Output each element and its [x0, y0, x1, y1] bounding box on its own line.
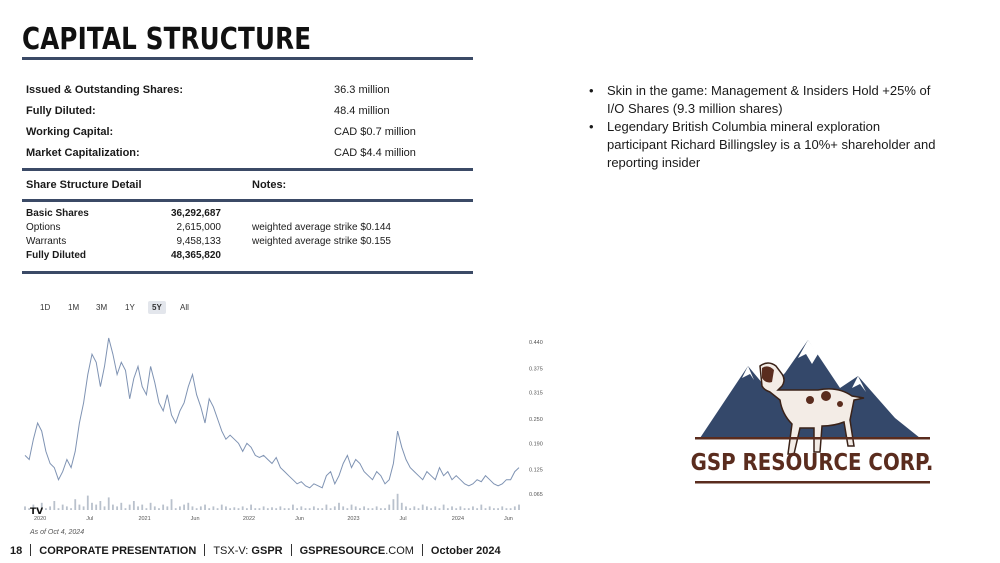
- volume-bar: [242, 506, 244, 510]
- bullet-item: [586, 82, 936, 118]
- page-number: 18: [10, 545, 23, 557]
- volume-bar: [158, 508, 160, 510]
- footer-date: October 2024: [430, 545, 501, 557]
- volume-bar: [24, 506, 26, 510]
- volume-bar: [451, 506, 453, 510]
- y-tick-label: 0.065: [529, 491, 543, 498]
- volume-bar: [405, 506, 407, 510]
- x-tick-label: 2020: [34, 516, 47, 522]
- volume-bar: [284, 508, 286, 510]
- volume-bar: [472, 506, 474, 510]
- volume-bar: [146, 508, 148, 510]
- volume-bar: [497, 508, 499, 510]
- volume-bar: [120, 503, 122, 510]
- volume-bar: [137, 506, 139, 510]
- volume-bar: [309, 508, 311, 510]
- volume-bar: [372, 508, 374, 510]
- section-rule: [22, 271, 473, 274]
- summary-value: 36.3 million: [334, 84, 390, 96]
- summary-value: CAD $4.4 million: [334, 147, 416, 159]
- y-tick-label: 0.440: [529, 340, 543, 347]
- volume-bar: [376, 506, 378, 510]
- table-row: [26, 236, 466, 250]
- x-tick-label: Jun: [504, 516, 513, 522]
- table-row: [26, 208, 466, 222]
- volume-bar: [259, 508, 261, 510]
- volume-bar: [388, 505, 390, 510]
- website-bold[interactable]: GSPRESOURCE: [299, 545, 386, 557]
- volume-bar: [363, 506, 365, 510]
- volume-bar: [439, 508, 441, 510]
- y-tick-label: 0.375: [529, 366, 543, 373]
- volume-bar: [485, 508, 487, 510]
- row-value: 48,365,820: [170, 250, 221, 261]
- volume-bar: [208, 508, 210, 510]
- volume-bar: [204, 505, 206, 510]
- summary-value: CAD $0.7 million: [334, 126, 416, 138]
- volume-bar: [99, 501, 101, 510]
- volume-bar: [62, 505, 64, 510]
- volume-bar: [380, 508, 382, 510]
- volume-bar: [150, 503, 152, 510]
- bullet-icon: •: [589, 119, 594, 134]
- range-button-5y[interactable]: 5Y: [148, 301, 166, 314]
- x-tick-label: 2023: [347, 516, 360, 522]
- x-tick-label: Jul: [86, 516, 94, 522]
- volume-bar: [95, 505, 97, 510]
- bullet-text: Legendary British Columbia mineral exploration participant Richard Billingsley is a 10%+ shareholder and reporting insider: [607, 119, 936, 170]
- x-tick-label: 2024: [451, 516, 465, 522]
- volume-bar: [175, 508, 177, 510]
- volume-bar: [300, 506, 302, 510]
- volume-bar: [70, 508, 72, 510]
- volume-bar: [254, 508, 256, 510]
- title-rule: [22, 57, 473, 60]
- footer: [10, 544, 501, 557]
- website-suffix[interactable]: .COM: [385, 545, 414, 557]
- volume-bar: [166, 506, 168, 510]
- volume-bar: [125, 508, 127, 510]
- x-tick-label: Jun: [295, 516, 304, 522]
- volume-bar: [305, 508, 307, 510]
- range-button-1d[interactable]: 1D: [40, 303, 51, 312]
- notes-header: Notes:: [252, 179, 287, 191]
- section-rule: [22, 199, 473, 202]
- volume-bar: [217, 508, 219, 510]
- volume-bar: [506, 508, 508, 510]
- volume-bar: [179, 506, 181, 510]
- volume-bar: [418, 508, 420, 510]
- volume-bar: [83, 506, 85, 510]
- volume-bar: [267, 508, 269, 510]
- table-row: [26, 222, 466, 236]
- volume-bar: [501, 506, 503, 510]
- volume-bar: [112, 505, 114, 510]
- share-structure-table: [26, 208, 466, 264]
- volume-bar: [87, 496, 89, 510]
- volume-bar: [342, 506, 344, 510]
- row-name: Options: [26, 222, 61, 233]
- row-value: 9,458,133: [176, 236, 221, 247]
- price-series-line: [25, 338, 519, 488]
- summary-value: 48.4 million: [334, 105, 390, 117]
- volume-bar: [367, 508, 369, 510]
- volume-bar: [434, 506, 436, 510]
- detail-header: Share Structure Detail: [26, 179, 142, 191]
- volume-bar: [200, 506, 202, 510]
- volume-bar: [133, 501, 135, 510]
- row-name: Warrants: [26, 236, 67, 247]
- summary-label: Market Capitalization:: [26, 147, 140, 159]
- volume-bar: [187, 503, 189, 510]
- volume-bar: [250, 505, 252, 510]
- volume-bar: [413, 506, 415, 510]
- volume-bar: [359, 508, 361, 510]
- volume-bar: [183, 505, 185, 510]
- x-tick-label: 2022: [242, 516, 256, 522]
- volume-bar: [321, 508, 323, 510]
- volume-bar: [221, 505, 223, 510]
- volume-bar: [192, 506, 194, 510]
- volume-bar: [296, 508, 298, 510]
- y-tick-label: 0.190: [529, 441, 543, 448]
- volume-bar: [330, 508, 332, 510]
- volume-bar: [233, 507, 235, 510]
- bullet-item: [586, 118, 936, 172]
- volume-bar: [154, 506, 156, 510]
- volume-bar: [489, 506, 491, 510]
- volume-bar: [275, 508, 277, 510]
- volume-bar: [326, 505, 328, 510]
- volume-bar: [288, 508, 290, 510]
- volume-bar: [384, 508, 386, 510]
- logo-rule: [695, 481, 930, 484]
- volume-bar: [430, 508, 432, 510]
- range-button-3m[interactable]: 3M: [96, 303, 108, 312]
- row-value: 2,615,000: [176, 222, 221, 233]
- volume-bar: [476, 508, 478, 510]
- row-name: Fully Diluted: [26, 250, 86, 261]
- volume-bar: [246, 508, 248, 510]
- volume-bar: [422, 505, 424, 510]
- volume-bar: [447, 508, 449, 510]
- volume-bar: [459, 506, 461, 510]
- volume-bar: [66, 506, 68, 510]
- volume-bar: [79, 505, 81, 510]
- volume-bar: [129, 505, 131, 510]
- range-button-1y[interactable]: 1Y: [125, 303, 135, 312]
- range-button-all[interactable]: All: [180, 303, 189, 312]
- y-tick-label: 0.315: [529, 390, 543, 397]
- volume-bar: [518, 505, 520, 510]
- volume-bar: [426, 506, 428, 510]
- x-tick-label: Jul: [399, 516, 407, 522]
- volume-bar: [225, 506, 227, 510]
- volume-bar: [514, 506, 516, 510]
- volume-bar: [45, 508, 47, 510]
- volume-bar: [271, 507, 273, 510]
- volume-bar: [480, 505, 482, 510]
- volume-bar: [58, 508, 60, 510]
- volume-bar: [171, 499, 173, 510]
- summary-label: Issued & Outstanding Shares:: [26, 84, 184, 96]
- logo-wordmark: GSP RESOURCE CORP.: [690, 449, 934, 477]
- volume-bar: [346, 508, 348, 510]
- logo-rule: [695, 437, 930, 440]
- volume-bar: [74, 499, 76, 510]
- volume-bar: [397, 494, 399, 510]
- volume-bar: [263, 506, 265, 510]
- volume-bar: [443, 505, 445, 510]
- summary-label: Working Capital:: [26, 126, 114, 138]
- volume-bar: [212, 506, 214, 510]
- as-of-date: As of Oct 4, 2024: [30, 529, 85, 536]
- volume-bar: [91, 503, 93, 510]
- volume-bar: [229, 508, 231, 510]
- row-value: 36,292,687: [170, 208, 221, 219]
- volume-bar: [162, 505, 164, 510]
- row-note: weighted average strike $0.155: [252, 236, 391, 247]
- volume-bar: [338, 503, 340, 510]
- volume-bar: [238, 508, 240, 510]
- row-name: Basic Shares: [26, 208, 89, 219]
- page-title: CAPITAL STRUCTURE: [22, 22, 312, 57]
- volume-bar: [313, 506, 315, 510]
- volume-bar: [53, 501, 55, 510]
- ticker-prefix: TSX-V:: [213, 545, 252, 557]
- row-note: weighted average strike $0.144: [252, 222, 391, 233]
- volume-bar: [108, 497, 110, 510]
- volume-bar: [317, 508, 319, 510]
- range-button-1m[interactable]: 1M: [68, 303, 80, 312]
- volume-bar: [104, 506, 106, 510]
- tradingview-logo: TV: [30, 507, 44, 517]
- volume-bar: [49, 506, 51, 510]
- company-logo: [690, 318, 935, 488]
- presentation-label: CORPORATE PRESENTATION: [39, 545, 197, 557]
- y-tick-label: 0.125: [529, 467, 543, 474]
- volume-bar: [279, 506, 281, 510]
- price-chart[interactable]: [22, 326, 552, 526]
- volume-bar: [409, 508, 411, 510]
- volume-bar: [196, 508, 198, 510]
- volume-bar: [141, 505, 143, 510]
- volume-bar: [510, 508, 512, 510]
- bullet-icon: •: [589, 83, 594, 98]
- volume-bar: [401, 503, 403, 510]
- ticker: GSPR: [251, 545, 283, 557]
- y-tick-label: 0.250: [529, 417, 543, 423]
- volume-bar: [455, 508, 457, 510]
- bullet-text: Skin in the game: Management & Insiders Hold +25% of I/O Shares (9.3 million shares): [607, 83, 931, 116]
- table-row: [26, 250, 466, 264]
- volume-bar: [116, 506, 118, 510]
- volume-bar: [393, 499, 395, 510]
- summary-label: Fully Diluted:: [26, 105, 96, 117]
- volume-bar: [468, 508, 470, 510]
- bullet-list: [586, 82, 936, 172]
- x-tick-label: Jun: [190, 516, 200, 522]
- volume-bar: [493, 508, 495, 510]
- volume-bar: [464, 508, 466, 510]
- section-rule: [22, 168, 473, 171]
- volume-bar: [355, 506, 357, 510]
- volume-bar: [351, 505, 353, 510]
- volume-bar: [292, 505, 294, 510]
- x-tick-label: 2021: [138, 516, 151, 522]
- volume-bar: [334, 506, 336, 510]
